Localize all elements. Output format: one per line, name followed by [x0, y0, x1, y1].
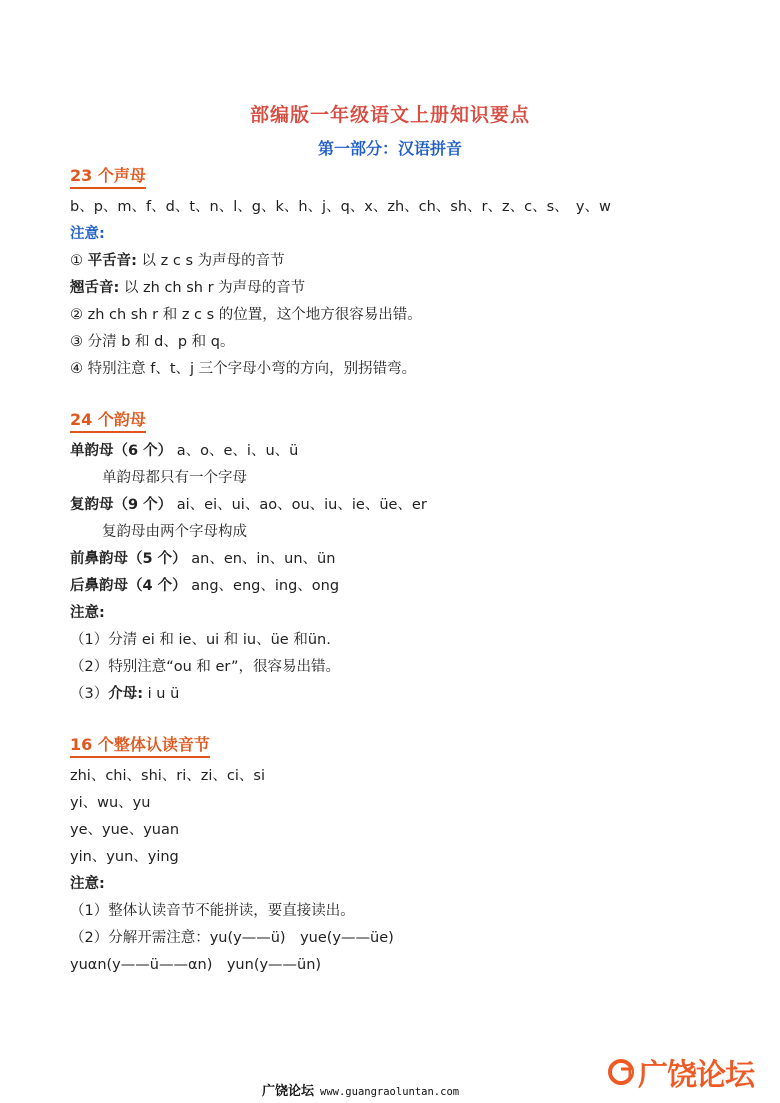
footer-site-name: 广饶论坛 [262, 1084, 315, 1099]
section-whole-syllables [70, 734, 750, 979]
back-nasal-row [70, 573, 750, 600]
note-item-text: 以 zh ch sh r 为声母的音节 [119, 280, 306, 296]
document-title: 部编版一年级语文上册知识要点 [249, 104, 530, 126]
front-nasal-values: an、en、in、un、ün [186, 551, 336, 567]
syllable-line: ye、yue、yuan [70, 822, 180, 838]
initials-note-item: ③ 分清 b 和 d、p 和 q。 [70, 334, 235, 350]
syllable-line: yin、yun、ying [70, 849, 179, 865]
note-item-bold: 平舌音: [87, 253, 137, 269]
initials-note-item: ② zh ch sh r 和 z c s 的位置，这个地方很容易出错。 [70, 307, 422, 323]
document-content [70, 165, 750, 979]
initials-note-item [70, 248, 750, 275]
back-nasal-label: 后鼻韵母（4 个） [70, 578, 187, 594]
back-nasal-values: ang、eng、ing、ong [186, 578, 340, 594]
note-item-text: i u ü [143, 686, 180, 702]
logo-text: 广饶论坛 [638, 1058, 754, 1093]
initials-note-label: 注意: [70, 226, 105, 242]
finals-note-item [70, 681, 750, 708]
document-subtitle: 第一部分：汉语拼音 [317, 139, 462, 158]
site-logo [606, 1052, 754, 1092]
single-finals-row [70, 438, 750, 465]
compound-finals-values: ai、ei、ui、ao、ou、iu、ie、üe、er [172, 497, 427, 513]
swirl-logo-icon [606, 1057, 636, 1087]
finals-note-item: （2）特别注意“ou 和 er”，很容易出错。 [70, 659, 341, 675]
note-item-text: 以 z c s 为声母的音节 [136, 253, 285, 269]
note-item-prefix: ① [70, 253, 88, 269]
initials-note-item [70, 275, 750, 302]
page-footer [262, 1080, 459, 1099]
compound-finals-label: 复韵母（9 个） [70, 497, 173, 513]
compound-finals-desc: 复韵母由两个字母构成 [102, 524, 247, 540]
section-heading-whole-syllables: 16 个整体认读音节 [70, 734, 210, 758]
finals-note-label: 注意: [70, 605, 105, 621]
footer-url-link[interactable]: www.guangraoluntan.com [320, 1086, 460, 1098]
compound-finals-row [70, 492, 750, 519]
single-finals-values: a、o、e、i、u、ü [172, 443, 299, 459]
section-spacer [70, 708, 750, 734]
syllables-note-label: 注意: [70, 876, 105, 892]
section-initials [70, 165, 750, 383]
syllables-note-item: yuαn(y——ü——αn) yun(y——ün) [70, 957, 322, 973]
single-finals-desc: 单韵母都只有一个字母 [102, 470, 247, 486]
note-item-prefix: （3） [70, 686, 109, 702]
finals-note-item: （1）分清 ei 和 ie、ui 和 iu、üe 和ün. [70, 632, 331, 648]
front-nasal-label: 前鼻韵母（5 个） [70, 551, 187, 567]
initials-note-item: ④ 特别注意 f、t、j 三个字母小弯的方向，别拐错弯。 [70, 361, 417, 377]
syllables-note-item: （2）分解开需注意：yu(y——ü) yue(y——üe) [70, 930, 394, 946]
initials-list: b、p、m、f、d、t、n、l、g、k、h、j、q、x、zh、ch、sh、r、z、c、s、 y、w [70, 199, 611, 215]
front-nasal-row [70, 546, 750, 573]
syllables-note-item: （1）整体认读音节不能拼读，要直接读出。 [70, 903, 355, 919]
section-spacer [70, 383, 750, 409]
section-heading-initials: 23 个声母 [70, 165, 146, 189]
single-finals-label: 单韵母（6 个） [70, 443, 173, 459]
syllable-line: zhi、chi、shi、ri、zi、ci、si [70, 768, 266, 784]
syllable-line: yi、wu、yu [70, 795, 151, 811]
section-heading-finals: 24 个韵母 [70, 409, 146, 433]
section-finals [70, 409, 750, 708]
note-item-bold: 介母: [108, 686, 144, 702]
note-item-bold: 翘舌音: [70, 280, 120, 296]
